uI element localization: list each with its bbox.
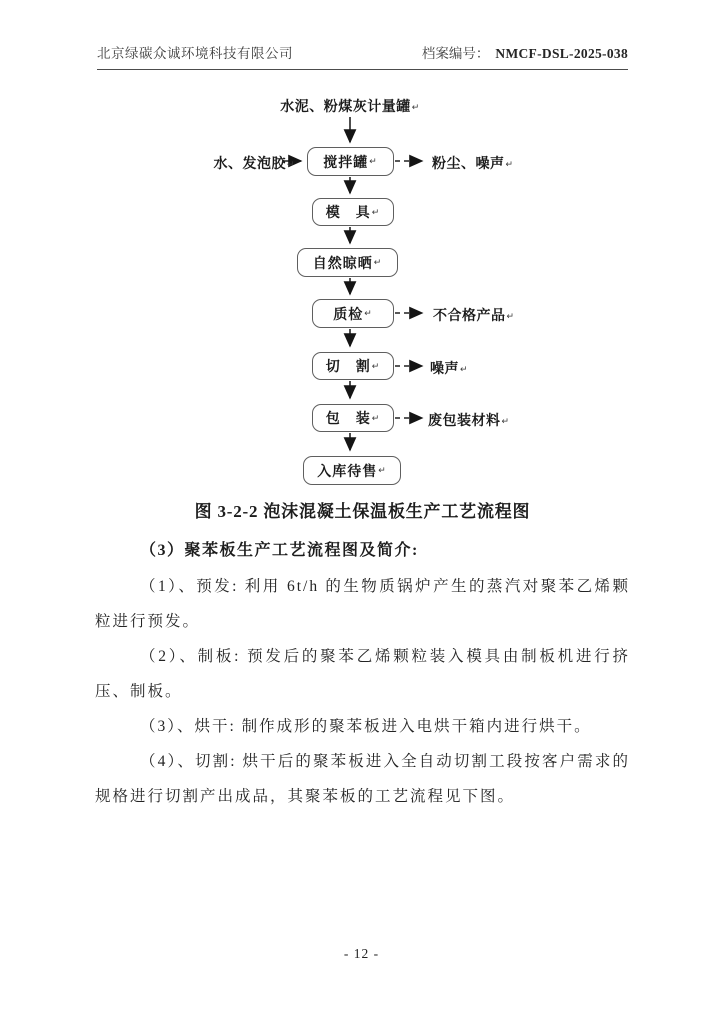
- paragraph-mark: ↵: [371, 412, 381, 423]
- flow-label-mixer-output: 粉尘、噪声↵: [432, 155, 514, 171]
- paragraph-mark: ↵: [505, 159, 514, 169]
- company-name: 北京绿碳众诚环境科技有限公司: [97, 46, 293, 61]
- paragraph-mark: ↵: [411, 102, 420, 112]
- paragraph-mark: ↵: [378, 465, 387, 475]
- flow-label-inspection-output: 不合格产品↵: [433, 307, 515, 323]
- paragraph-drying: （3）、烘干: 制作成形的聚苯板进入电烘干箱内进行烘干。: [140, 718, 592, 735]
- paragraph-mark: ↵: [501, 416, 510, 426]
- paragraph-board-making: （2）、制板: 预发后的聚苯乙烯颗粒装入模具由制板机进行挤压、制板。: [95, 648, 630, 700]
- section-heading: （3）聚苯板生产工艺流程图及简介:: [140, 542, 419, 559]
- paragraph-mark: ↵: [286, 159, 295, 169]
- paragraph-mark: ↵: [371, 360, 381, 371]
- flowchart: [0, 0, 723, 500]
- paragraph-mark: ↵: [369, 156, 378, 166]
- archive-value: NMCF-DSL-2025-038: [495, 46, 628, 61]
- paragraph-mark: ↵: [371, 206, 381, 217]
- paragraph-prefoaming: （1）、预发: 利用 6t/h 的生物质锅炉产生的蒸汽对聚苯乙烯颗粒进行预发。: [95, 578, 630, 630]
- flow-label-packing-output: 废包装材料↵: [428, 412, 510, 428]
- archive-label: 档案编号：: [421, 46, 490, 61]
- flow-node-mold: 模 具 ↵: [312, 198, 394, 226]
- flow-node-storage: 入库待售 ↵: [303, 456, 401, 485]
- paragraph-mark: ↵: [506, 311, 515, 321]
- flow-label-left-input: 水、发泡胶↵: [213, 155, 295, 171]
- paragraph-mark: ↵: [373, 257, 383, 267]
- flow-node-drying: 自然晾晒 ↵: [297, 248, 398, 277]
- flow-node-inspection: 质检 ↵: [312, 299, 394, 328]
- flow-node-mixer: 搅拌罐 ↵: [307, 147, 394, 176]
- paragraph-mark: ↵: [364, 308, 373, 318]
- flow-node-packing: 包 装 ↵: [312, 404, 394, 432]
- body-content: [95, 497, 630, 814]
- paragraph-cutting: （4）、切割: 烘干后的聚苯板进入全自动切割工段按客户需求的规格进行切割产出成品，其聚苯板的工艺流程见下图。: [95, 753, 630, 805]
- flow-node-cutting: 切 割 ↵: [312, 352, 394, 380]
- figure-caption: 图 3-2-2 泡沫混凝土保温板生产工艺流程图: [194, 502, 531, 521]
- page-number: - 12 -: [343, 946, 380, 961]
- flow-label-top-input: 水泥、粉煤灰计量罐↵: [280, 98, 420, 114]
- paragraph-mark: ↵: [460, 364, 469, 374]
- flow-label-cutting-output: 噪声↵: [430, 360, 469, 376]
